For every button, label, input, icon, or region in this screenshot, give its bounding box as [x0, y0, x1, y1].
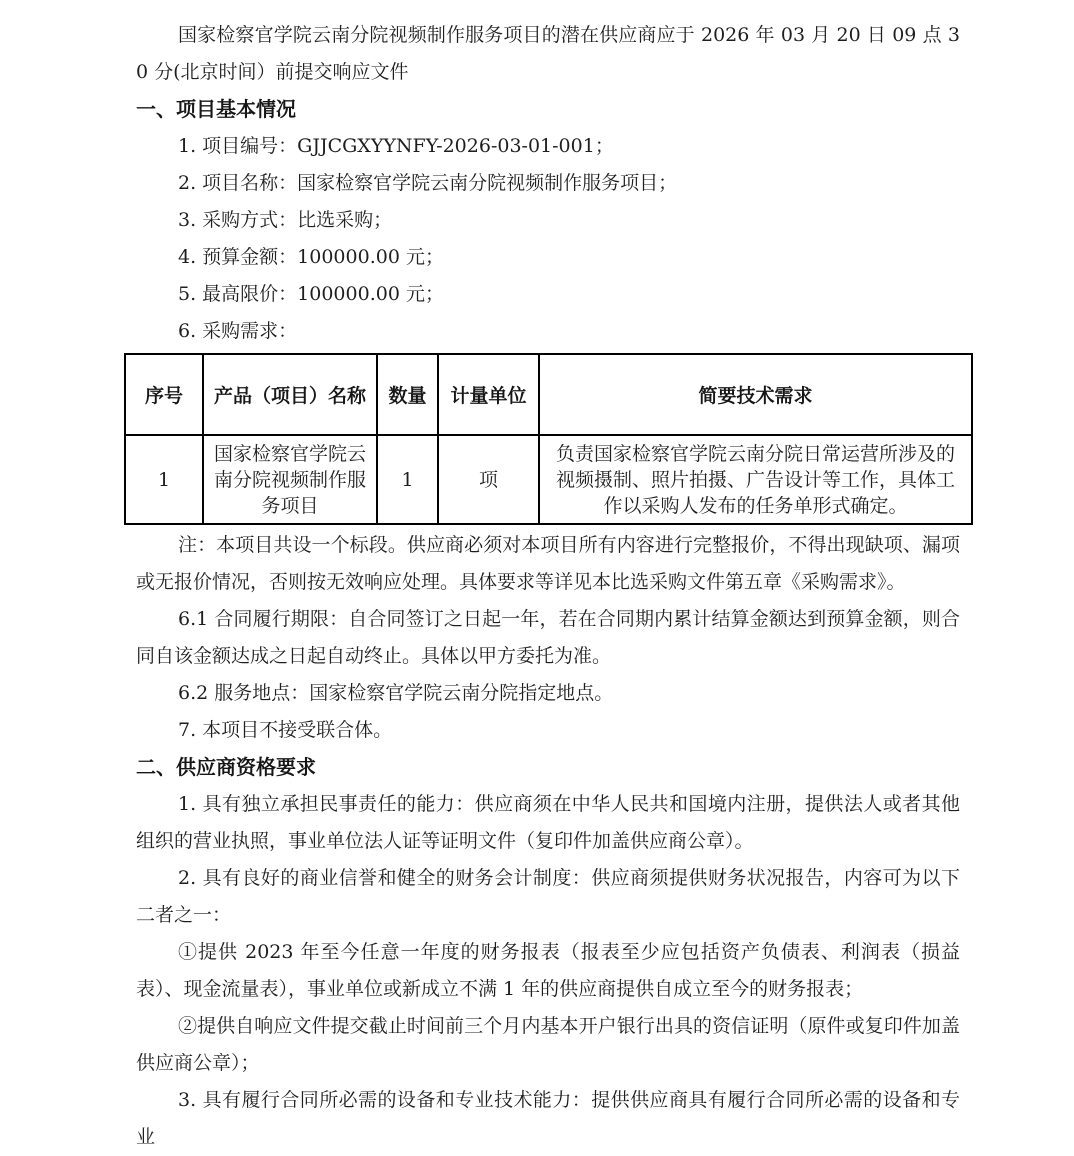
header-product-name: 产品（项目）名称 [203, 354, 377, 435]
finance-option2-paragraph: ②提供自响应文件提交截止时间前三个月内基本开户银行出具的资信证明（原件或复印件加盖供应商公章）； [136, 1015, 960, 1074]
service-location-paragraph: 6.2 服务地点：国家检察官学院云南分院指定地点。 [178, 682, 614, 704]
section2-heading: 二、供应商资格要求 [136, 755, 316, 779]
header-unit: 计量单位 [438, 354, 539, 435]
no-consortium-paragraph: 7. 本项目不接受联合体。 [178, 719, 393, 741]
cell-quantity: 1 [377, 435, 438, 524]
procurement-demand-item: 6. 采购需求： [178, 320, 298, 342]
cell-requirement: 负责国家检察官学院云南分院日常运营所涉及的视频摄制、照片拍摄、广告设计等工作，具体工作以采购人发布的任务单形式确定。 [539, 435, 972, 524]
procurement-method-item: 3. 采购方式：比选采购； [178, 209, 393, 231]
table-header-row [125, 354, 972, 435]
budget-amount-item: 4. 预算金额：100000.00 元； [178, 246, 444, 268]
qualification-civil-liability-paragraph: 1. 具有独立承担民事责任的能力：供应商须在中华人民共和国境内注册，提供法人或者其他组织的营业执照，事业单位法人证等证明文件（复印件加盖供应商公章）。 [136, 793, 960, 852]
project-name-item: 2. 项目名称：国家检察官学院云南分院视频制作服务项目； [178, 172, 678, 194]
cell-unit: 项 [438, 435, 539, 524]
header-quantity: 数量 [377, 354, 438, 435]
cell-product-name: 国家检察官学院云南分院视频制作服务项目 [203, 435, 377, 524]
max-price-item: 5. 最高限价：100000.00 元； [178, 283, 444, 305]
procurement-requirements-table [124, 353, 973, 525]
intro-paragraph: 国家检察官学院云南分院视频制作服务项目的潜在供应商应于 2026 年 03 月 20 日 09 点 30 分(北京时间）前提交响应文件 [136, 24, 960, 83]
qualification-equipment-paragraph: 3. 具有履行合同所必需的设备和专业技术能力：提供供应商具有履行合同所必需的设备和专业 [136, 1089, 960, 1148]
table-row [125, 435, 972, 524]
table-note-paragraph: 注：本项目共设一个标段。供应商必须对本项目所有内容进行完整报价，不得出现缺项、漏项或无报价情况，否则按无效响应处理。具体要求等详见本比选采购文件第五章《采购需求》。 [136, 534, 960, 593]
cell-seq: 1 [125, 435, 203, 524]
section1-heading: 一、项目基本情况 [136, 97, 296, 121]
contract-term-paragraph: 6.1 合同履行期限：自合同签订之日起一年，若在合同期内累计结算金额达到预算金额，则合同自该金额达成之日起自动终止。具体以甲方委托为准。 [136, 608, 960, 667]
header-seq: 序号 [125, 354, 203, 435]
header-requirement: 简要技术需求 [539, 354, 972, 435]
qualification-finance-paragraph: 2. 具有良好的商业信誉和健全的财务会计制度：供应商须提供财务状况报告，内容可为以下二者之一： [136, 867, 960, 926]
project-number-item: 1. 项目编号：GJJCGXYYNFY-2026-03-01-001； [178, 135, 614, 157]
finance-option1-paragraph: ①提供 2023 年至今任意一年度的财务报表（报表至少应包括资产负债表、利润表（损益表）、现金流量表），事业单位或新成立不满 1 年的供应商提供自成立至今的财务报表； [136, 941, 960, 1000]
